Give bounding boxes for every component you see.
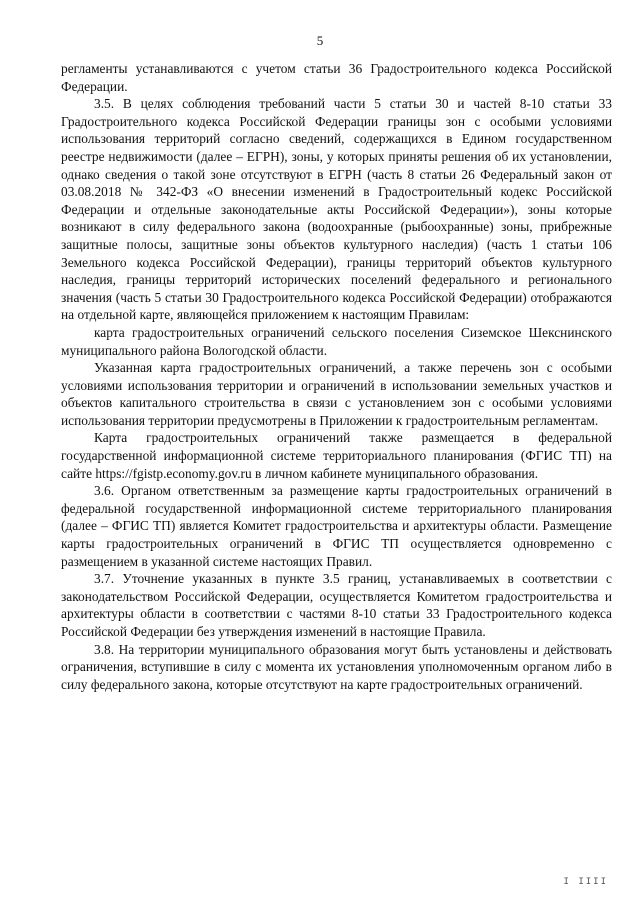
footer-scan-mark: I IIII: [563, 877, 608, 887]
paragraph-3-8: 3.8. На территории муниципального образования могут быть установлены и действовать ограничения, вступившие в силу с момента их установления уполномоченным органом либо в силу федерального закона, которые отсутствуют на карте градостроительных ограничений.: [61, 641, 612, 692]
page-number: 5: [316, 33, 324, 48]
document-body: [61, 60, 612, 693]
paragraph-3-7: 3.7. Уточнение указанных в пункте 3.5 границ, устанавливаемых в соответствии с законодательством Российской Федерации, осуществляется Комитетом градостроительства и архитектуры области в соответствии с частями 8-10 статьи 33 Градостроительного кодекса Российской Федерации без утверждения изменений в настоящие Правила.: [61, 571, 612, 639]
paragraph-3-6: 3.6. Органом ответственным за размещение карты градостроительных ограничений в федеральной государственной информационной системе территориального планирования (далее – ФГИС ТП) является Комитет градостроительства и архитектуры области. Размещение карты градостроительных ограничений в ФГИС ТП осуществляется одновременно с размещением в указанной системе настоящих Правил.: [61, 483, 612, 569]
paragraph-map-item: карта градостроительных ограничений сельского поселения Сиземское Шекснинского муниципального района Вологодской области.: [61, 324, 612, 358]
paragraph-continuation: регламенты устанавливаются с учетом статьи 36 Градостроительного кодекса Российской Федерации.: [61, 61, 612, 94]
paragraph-map-description: Указанная карта градостроительных ограничений, а также перечень зон с особыми условиями использования территории и ограничений в использовании земельных участков и объектов капитального строительства в связи с установлением зон с особыми условиями использования территории предусмотрены в Приложении к градостроительным регламентам.: [61, 360, 612, 428]
paragraph-3-5: 3.5. В целях соблюдения требований части 5 статьи 30 и частей 8-10 статьи 33 Градостроительного кодекса Российской Федерации границы зон с особыми условиями использования территорий согласно сведений, содержащихся в Едином государственном реестре недвижимости (далее – ЕГРН), зоны, у которых приняты решения об их установлении, однако сведения о такой зоне отсутствуют в ЕГРН (часть 8 статьи 26 Федеральный закон от 03.08.2018 № 342-ФЗ «О внесении изменений в Градостроительный кодекс Российской Федерации и отдельные законодательные акты Российской Федерации»), зоны которые возникают в силу федерального закона (водоохранные (рыбоохранные) зоны, прибрежные защитные полосы, защитные зоны объектов культурного наследия) (часть 1 статьи 106 Земельного кодекса Российской Федерации), границы территорий объектов культурного наследия, границы территорий исторических поселений федерального и регионального значения (часть 5 статьи 30 Градостроительного кодекса Российской Федерации) отображаются на отдельной карте, являющейся приложением к настоящим Правилам:: [61, 96, 612, 323]
paragraph-map-placement: Карта градостроительных ограничений также размещается в федеральной государственной информационной системе территориального планирования (ФГИС ТП) на сайте https://fgistp.economy.gov.ru в личном кабинете муниципального образования.: [61, 430, 612, 481]
